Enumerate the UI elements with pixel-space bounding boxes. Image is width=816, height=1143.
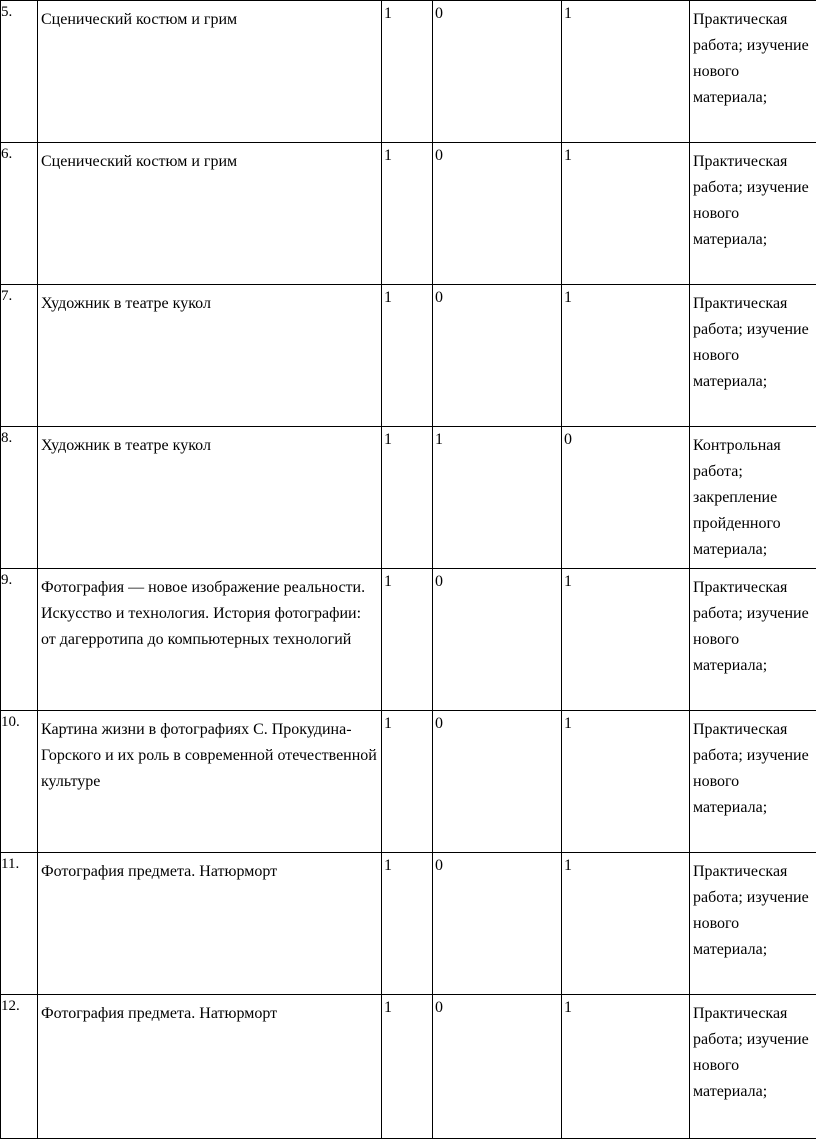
practice-hours-cell — [562, 853, 690, 995]
lesson-number-cell — [1, 711, 38, 853]
lesson-form: Практическая работа; изучение нового материала; — [693, 1005, 809, 1100]
theory-hours: 1 — [435, 431, 443, 448]
lesson-form: Практическая работа; изучение нового материала; — [693, 863, 809, 958]
lesson-form-cell — [690, 569, 816, 711]
lesson-form-cell — [690, 1, 816, 143]
total-hours-cell — [382, 853, 433, 995]
total-hours-cell — [382, 995, 433, 1139]
total-hours: 1 — [384, 289, 392, 306]
lesson-form: Практическая работа; изучение нового материала; — [693, 11, 809, 106]
lesson-number: 9. — [1, 572, 13, 588]
practice-hours-cell — [562, 143, 690, 285]
total-hours: 1 — [384, 715, 392, 732]
lesson-form: Практическая работа; изучение нового материала; — [693, 721, 809, 816]
lesson-form-cell — [690, 711, 816, 853]
theory-hours-cell — [433, 1, 562, 143]
lesson-topic-cell — [38, 711, 382, 853]
lesson-number: 5. — [1, 4, 13, 20]
lesson-topic: Художник в театре кукол — [41, 295, 211, 312]
lesson-number: 7. — [1, 288, 13, 304]
lesson-topic-cell — [38, 427, 382, 569]
practice-hours-cell — [562, 285, 690, 427]
practice-hours: 1 — [564, 857, 572, 874]
theory-hours-cell — [433, 853, 562, 995]
practice-hours: 1 — [564, 999, 572, 1016]
theory-hours: 0 — [435, 999, 443, 1016]
practice-hours: 1 — [564, 289, 572, 306]
theory-hours: 0 — [435, 573, 443, 590]
theory-hours-cell — [433, 711, 562, 853]
lesson-topic-cell — [38, 143, 382, 285]
practice-hours: 1 — [564, 5, 572, 22]
lesson-topic: Фотография предмета. Натюрморт — [41, 863, 278, 880]
practice-hours-cell — [562, 711, 690, 853]
lesson-form: Контрольная работа; закрепление пройденного материала; — [693, 437, 781, 558]
total-hours: 1 — [384, 147, 392, 164]
practice-hours: 1 — [564, 573, 572, 590]
table-row — [1, 143, 816, 285]
lesson-topic: Художник в театре кукол — [41, 437, 211, 454]
lesson-topic: Сценический костюм и грим — [41, 153, 238, 170]
total-hours-cell — [382, 1, 433, 143]
table-row — [1, 853, 816, 995]
practice-hours: 1 — [564, 715, 572, 732]
lesson-number-cell — [1, 995, 38, 1139]
lesson-topic: Картина жизни в фотографиях С. Прокудина-Горского и их роль в современной отечественной культуре — [41, 721, 377, 790]
total-hours: 1 — [384, 999, 392, 1016]
lesson-topic-cell — [38, 285, 382, 427]
theory-hours-cell — [433, 285, 562, 427]
total-hours: 1 — [384, 573, 392, 590]
table-row — [1, 285, 816, 427]
theory-hours: 0 — [435, 857, 443, 874]
lesson-number: 6. — [1, 146, 13, 162]
table-row — [1, 1, 816, 143]
lesson-topic-cell — [38, 569, 382, 711]
lesson-topic: Сценический костюм и грим — [41, 11, 238, 28]
lesson-number: 12. — [1, 998, 20, 1014]
total-hours-cell — [382, 285, 433, 427]
practice-hours: 1 — [564, 147, 572, 164]
lesson-form: Практическая работа; изучение нового материала; — [693, 579, 809, 674]
lesson-form-cell — [690, 427, 816, 569]
theory-hours-cell — [433, 143, 562, 285]
total-hours-cell — [382, 569, 433, 711]
theory-hours-cell — [433, 569, 562, 711]
lesson-topic: Фотография — новое изображение реальности. Искусство и технология. История фотографии: от дагерротипа до компьютерных технологий — [41, 579, 366, 648]
theory-hours: 0 — [435, 147, 443, 164]
lesson-topic-cell — [38, 853, 382, 995]
total-hours-cell — [382, 427, 433, 569]
theory-hours-cell — [433, 427, 562, 569]
total-hours-cell — [382, 143, 433, 285]
theory-hours: 0 — [435, 5, 443, 22]
total-hours: 1 — [384, 5, 392, 22]
lesson-number-cell — [1, 1, 38, 143]
total-hours: 1 — [384, 857, 392, 874]
lesson-topic-cell — [38, 995, 382, 1139]
table-row — [1, 711, 816, 853]
lesson-number: 11. — [1, 856, 20, 872]
lesson-number: 8. — [1, 430, 13, 446]
lesson-number-cell — [1, 285, 38, 427]
lesson-form: Практическая работа; изучение нового материала; — [693, 295, 809, 390]
lesson-number-cell — [1, 853, 38, 995]
total-hours: 1 — [384, 431, 392, 448]
lesson-number-cell — [1, 569, 38, 711]
total-hours-cell — [382, 711, 433, 853]
lesson-form-cell — [690, 285, 816, 427]
lesson-topic-cell — [38, 1, 382, 143]
table-row — [1, 569, 816, 711]
practice-hours-cell — [562, 427, 690, 569]
lesson-form: Практическая работа; изучение нового материала; — [693, 153, 809, 248]
lesson-number-cell — [1, 427, 38, 569]
lesson-number-cell — [1, 143, 38, 285]
practice-hours-cell — [562, 1, 690, 143]
theory-hours-cell — [433, 995, 562, 1139]
practice-hours-cell — [562, 995, 690, 1139]
practice-hours-cell — [562, 569, 690, 711]
table-row — [1, 995, 816, 1139]
lesson-form-cell — [690, 995, 816, 1139]
table-row — [1, 427, 816, 569]
lesson-form-cell — [690, 143, 816, 285]
lesson-form-cell — [690, 853, 816, 995]
lesson-number: 10. — [1, 714, 20, 730]
theory-hours: 0 — [435, 715, 443, 732]
theory-hours: 0 — [435, 289, 443, 306]
lesson-topic: Фотография предмета. Натюрморт — [41, 1005, 278, 1022]
practice-hours: 0 — [564, 431, 572, 448]
